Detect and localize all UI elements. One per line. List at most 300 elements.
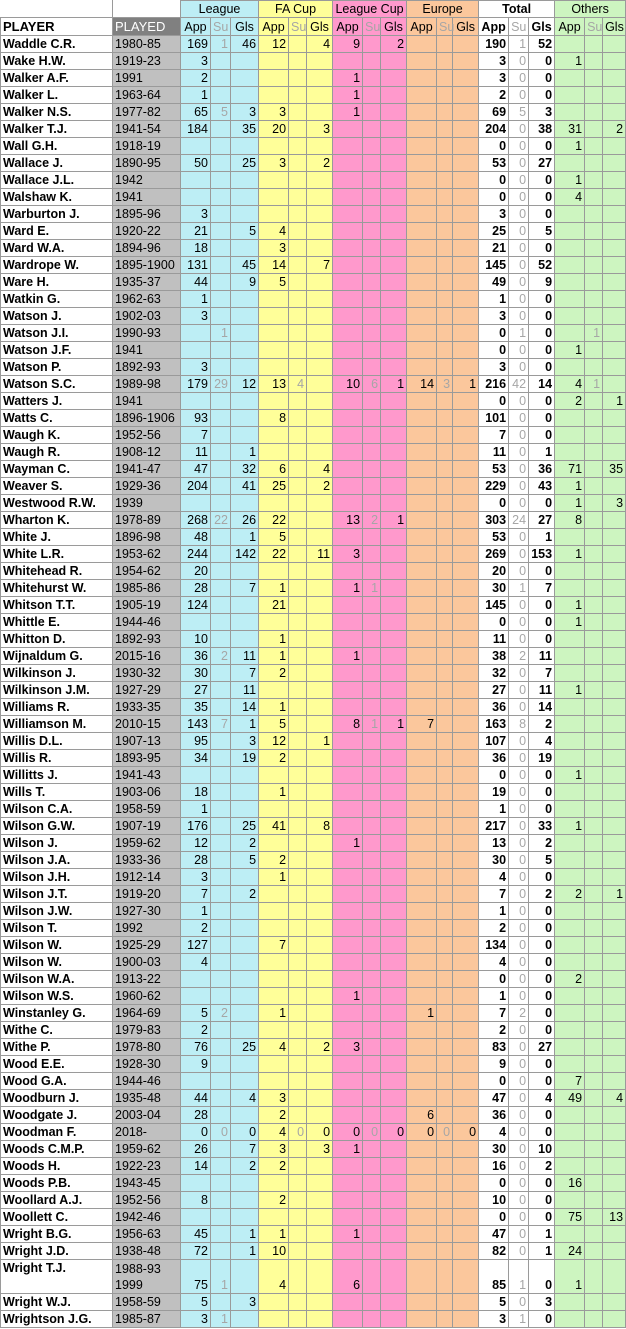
- league-app: [181, 138, 211, 155]
- europe-gls: [453, 1039, 479, 1056]
- others-app: 31: [555, 121, 585, 138]
- table-row: [1, 512, 626, 529]
- league-cup-app: [333, 342, 363, 359]
- table-row: [1, 1192, 626, 1209]
- league-gls: [231, 427, 259, 444]
- played-years: 1925-29: [113, 937, 181, 954]
- fa-cup-gls: 11: [307, 546, 333, 563]
- table-row: [1, 750, 626, 767]
- fa-cup-gls: 1: [307, 733, 333, 750]
- played-years: 1942: [113, 172, 181, 189]
- player-name: Wilkinson J.M.: [1, 682, 113, 699]
- total-sub: 0: [509, 750, 529, 767]
- europe-gls: [453, 223, 479, 240]
- total-sub: 1: [509, 1311, 529, 1328]
- total-sub: 0: [509, 699, 529, 716]
- league-app: 2: [181, 1022, 211, 1039]
- others-app: [555, 903, 585, 920]
- fa-cup-gls: [307, 308, 333, 325]
- league-cup-gls: [381, 104, 407, 121]
- total-app: 303: [479, 512, 509, 529]
- others-sub: [585, 1192, 603, 1209]
- league-cup-gls: [381, 1039, 407, 1056]
- fa-cup-app: [259, 988, 289, 1005]
- others-app: 75: [555, 1209, 585, 1226]
- europe-sub: [437, 1192, 453, 1209]
- league-gls: 142: [231, 546, 259, 563]
- league-cup-app: 1: [333, 988, 363, 1005]
- fa-cup-gls: [307, 291, 333, 308]
- europe-gls: [453, 563, 479, 580]
- header-app: App: [333, 18, 363, 36]
- league-sub: [211, 1158, 231, 1175]
- total-app: 20: [479, 563, 509, 580]
- fa-cup-gls: [307, 1226, 333, 1243]
- europe-app: [407, 308, 437, 325]
- total-sub: 0: [509, 427, 529, 444]
- europe-sub: [437, 274, 453, 291]
- player-name: Woods H.: [1, 1158, 113, 1175]
- others-gls: [603, 36, 626, 53]
- total-sub: 0: [509, 155, 529, 172]
- others-sub: [585, 512, 603, 529]
- league-gls: [231, 393, 259, 410]
- league-sub: [211, 699, 231, 716]
- fa-cup-sub: [289, 1158, 307, 1175]
- total-app: 53: [479, 461, 509, 478]
- player-name: White J.: [1, 529, 113, 546]
- fa-cup-sub: [289, 733, 307, 750]
- europe-gls: [453, 342, 479, 359]
- total-gls: 0: [529, 1073, 555, 1090]
- played-years: 1922-23: [113, 1158, 181, 1175]
- europe-gls: [453, 920, 479, 937]
- others-app: [555, 954, 585, 971]
- others-sub: [585, 444, 603, 461]
- total-gls: 0: [529, 1056, 555, 1073]
- league-gls: 2: [231, 886, 259, 903]
- player-name: Wright J.D.: [1, 1243, 113, 1260]
- total-sub: 0: [509, 342, 529, 359]
- total-sub: 24: [509, 512, 529, 529]
- league-sub: [211, 937, 231, 954]
- europe-gls: [453, 869, 479, 886]
- fa-cup-gls: [307, 971, 333, 988]
- league-cup-gls: [381, 682, 407, 699]
- total-sub: 0: [509, 665, 529, 682]
- league-cup-gls: 1: [381, 376, 407, 393]
- league-cup-sub: [363, 818, 381, 835]
- league-app: [181, 1073, 211, 1090]
- player-name: Wilson J.H.: [1, 869, 113, 886]
- fa-cup-gls: [307, 87, 333, 104]
- total-sub: 1: [509, 325, 529, 342]
- fa-cup-sub: [289, 206, 307, 223]
- header-gls: Gls: [381, 18, 407, 36]
- league-cup-gls: [381, 1141, 407, 1158]
- total-gls: 11: [529, 648, 555, 665]
- table-row: [1, 988, 626, 1005]
- header-app: App: [259, 18, 289, 36]
- fa-cup-app: [259, 835, 289, 852]
- europe-sub: [437, 597, 453, 614]
- europe-gls: 0: [453, 1124, 479, 1141]
- europe-gls: [453, 597, 479, 614]
- player-name: Williams R.: [1, 699, 113, 716]
- fa-cup-app: [259, 495, 289, 512]
- league-cup-sub: [363, 155, 381, 172]
- league-cup-sub: [363, 121, 381, 138]
- others-app: [555, 1311, 585, 1328]
- played-years: 1944-46: [113, 614, 181, 631]
- league-gls: [231, 614, 259, 631]
- fa-cup-gls: [307, 325, 333, 342]
- europe-sub: [437, 1175, 453, 1192]
- others-gls: 1: [603, 886, 626, 903]
- league-cup-sub: [363, 308, 381, 325]
- others-sub: [585, 1022, 603, 1039]
- europe-gls: [453, 1056, 479, 1073]
- league-app: 3: [181, 308, 211, 325]
- others-sub: [585, 359, 603, 376]
- europe-sub: [437, 1260, 453, 1294]
- total-sub: 0: [509, 971, 529, 988]
- europe-sub: [437, 614, 453, 631]
- total-app: 3: [479, 1311, 509, 1328]
- europe-sub: [437, 1294, 453, 1311]
- league-cup-gls: [381, 257, 407, 274]
- league-cup-sub: [363, 461, 381, 478]
- total-gls: 0: [529, 206, 555, 223]
- europe-sub: [437, 512, 453, 529]
- fa-cup-sub: [289, 903, 307, 920]
- player-name: Whittle E.: [1, 614, 113, 631]
- fa-cup-gls: [307, 801, 333, 818]
- europe-app: [407, 818, 437, 835]
- others-sub: [585, 937, 603, 954]
- table-row: [1, 1039, 626, 1056]
- europe-gls: [453, 138, 479, 155]
- league-cup-sub: [363, 1226, 381, 1243]
- total-app: 32: [479, 665, 509, 682]
- fa-cup-gls: [307, 240, 333, 257]
- others-sub: [585, 1090, 603, 1107]
- league-cup-gls: [381, 529, 407, 546]
- league-cup-sub: [363, 750, 381, 767]
- total-sub: 0: [509, 393, 529, 410]
- fa-cup-sub: [289, 1141, 307, 1158]
- league-cup-app: [333, 478, 363, 495]
- europe-app: 0: [407, 1124, 437, 1141]
- league-sub: [211, 138, 231, 155]
- others-gls: [603, 801, 626, 818]
- total-sub: 0: [509, 257, 529, 274]
- fa-cup-gls: 2: [307, 1039, 333, 1056]
- europe-gls: [453, 427, 479, 444]
- europe-sub: [437, 138, 453, 155]
- europe-gls: [453, 189, 479, 206]
- league-app: 11: [181, 444, 211, 461]
- played-years: 2015-16: [113, 648, 181, 665]
- league-cup-gls: [381, 87, 407, 104]
- fa-cup-sub: [289, 121, 307, 138]
- league-app: 21: [181, 223, 211, 240]
- league-cup-app: 3: [333, 1039, 363, 1056]
- others-sub: [585, 104, 603, 121]
- europe-sub: [437, 1107, 453, 1124]
- others-app: [555, 70, 585, 87]
- league-app: 28: [181, 852, 211, 869]
- league-cup-gls: [381, 1005, 407, 1022]
- league-cup-app: [333, 801, 363, 818]
- league-cup-gls: [381, 223, 407, 240]
- europe-sub: [437, 1039, 453, 1056]
- fa-cup-sub: [289, 410, 307, 427]
- europe-sub: [437, 291, 453, 308]
- others-gls: [603, 1141, 626, 1158]
- others-sub: [585, 1039, 603, 1056]
- played-years: 1912-14: [113, 869, 181, 886]
- table-row: [1, 223, 626, 240]
- league-gls: [231, 1260, 259, 1294]
- europe-app: [407, 767, 437, 784]
- league-cup-app: 1: [333, 835, 363, 852]
- fa-cup-app: [259, 308, 289, 325]
- fa-cup-sub: [289, 631, 307, 648]
- europe-app: [407, 427, 437, 444]
- league-gls: [231, 291, 259, 308]
- league-cup-sub: [363, 1311, 381, 1328]
- others-gls: [603, 308, 626, 325]
- player-name: Woodburn J.: [1, 1090, 113, 1107]
- league-cup-gls: [381, 1056, 407, 1073]
- fa-cup-app: 7: [259, 937, 289, 954]
- league-gls: [231, 70, 259, 87]
- league-gls: 11: [231, 682, 259, 699]
- fa-cup-sub: [289, 937, 307, 954]
- league-cup-gls: [381, 648, 407, 665]
- player-name: Whitehead R.: [1, 563, 113, 580]
- player-name: Wilson C.A.: [1, 801, 113, 818]
- league-cup-sub: [363, 1141, 381, 1158]
- fa-cup-app: 14: [259, 257, 289, 274]
- league-app: 95: [181, 733, 211, 750]
- total-app: 0: [479, 189, 509, 206]
- total-gls: 0: [529, 308, 555, 325]
- fa-cup-app: [259, 206, 289, 223]
- others-gls: [603, 1260, 626, 1294]
- league-cup-sub: [363, 1158, 381, 1175]
- total-sub: 0: [509, 53, 529, 70]
- europe-app: [407, 240, 437, 257]
- europe-app: [407, 189, 437, 206]
- europe-sub: [437, 835, 453, 852]
- europe-sub: [437, 665, 453, 682]
- total-app: 216: [479, 376, 509, 393]
- header-league-cup: League Cup: [333, 1, 407, 18]
- others-sub: [585, 427, 603, 444]
- fa-cup-sub: [289, 920, 307, 937]
- total-sub: 0: [509, 478, 529, 495]
- others-app: [555, 257, 585, 274]
- total-app: 13: [479, 835, 509, 852]
- player-name: Wall G.H.: [1, 138, 113, 155]
- others-sub: [585, 682, 603, 699]
- league-cup-app: 1: [333, 1141, 363, 1158]
- others-app: [555, 716, 585, 733]
- player-name: Whitson T.T.: [1, 597, 113, 614]
- league-cup-gls: [381, 393, 407, 410]
- total-sub: 0: [509, 189, 529, 206]
- others-gls: [603, 767, 626, 784]
- total-gls: 0: [529, 70, 555, 87]
- league-cup-app: [333, 954, 363, 971]
- table-row: [1, 138, 626, 155]
- total-sub: 1: [509, 1260, 529, 1294]
- league-sub: [211, 852, 231, 869]
- league-cup-app: 1: [333, 87, 363, 104]
- europe-app: [407, 699, 437, 716]
- total-app: 47: [479, 1090, 509, 1107]
- europe-gls: [453, 206, 479, 223]
- others-sub: [585, 750, 603, 767]
- fa-cup-app: [259, 971, 289, 988]
- league-gls: [231, 308, 259, 325]
- table-row: [1, 954, 626, 971]
- fa-cup-sub: [289, 461, 307, 478]
- league-cup-app: [333, 53, 363, 70]
- league-gls: 1: [231, 444, 259, 461]
- europe-app: [407, 852, 437, 869]
- total-gls: 2: [529, 1158, 555, 1175]
- league-app: 34: [181, 750, 211, 767]
- player-name: Wilson W.S.: [1, 988, 113, 1005]
- league-cup-sub: [363, 1294, 381, 1311]
- played-years: 1941-43: [113, 767, 181, 784]
- league-cup-sub: [363, 767, 381, 784]
- league-cup-gls: [381, 1311, 407, 1328]
- league-app: 184: [181, 121, 211, 138]
- others-sub: [585, 172, 603, 189]
- others-app: 49: [555, 1090, 585, 1107]
- europe-sub: [437, 716, 453, 733]
- europe-sub: [437, 427, 453, 444]
- league-sub: 5: [211, 104, 231, 121]
- league-app: 35: [181, 699, 211, 716]
- others-sub: [585, 36, 603, 53]
- fa-cup-sub: [289, 87, 307, 104]
- europe-sub: [437, 257, 453, 274]
- table-row: [1, 818, 626, 835]
- header-league: League: [181, 1, 259, 18]
- league-app: 20: [181, 563, 211, 580]
- others-gls: [603, 920, 626, 937]
- others-gls: [603, 818, 626, 835]
- league-sub: [211, 546, 231, 563]
- played-years: 1991: [113, 70, 181, 87]
- player-name: Wardrope W.: [1, 257, 113, 274]
- others-sub: [585, 767, 603, 784]
- played-years: 1977-82: [113, 104, 181, 121]
- others-gls: [603, 733, 626, 750]
- played-years: 1896-98: [113, 529, 181, 546]
- europe-sub: [437, 1073, 453, 1090]
- fa-cup-gls: [307, 580, 333, 597]
- table-row: [1, 886, 626, 903]
- others-sub: [585, 291, 603, 308]
- europe-app: [407, 70, 437, 87]
- total-app: 38: [479, 648, 509, 665]
- fa-cup-app: 2: [259, 1107, 289, 1124]
- europe-sub: 0: [437, 1124, 453, 1141]
- total-sub: 0: [509, 1243, 529, 1260]
- table-row: [1, 104, 626, 121]
- table-row: [1, 631, 626, 648]
- league-gls: [231, 971, 259, 988]
- total-gls: 0: [529, 342, 555, 359]
- table-row: [1, 342, 626, 359]
- fa-cup-app: 4: [259, 1260, 289, 1294]
- others-gls: [603, 1107, 626, 1124]
- fa-cup-app: [259, 325, 289, 342]
- league-sub: [211, 53, 231, 70]
- total-app: 7: [479, 427, 509, 444]
- league-cup-gls: [381, 988, 407, 1005]
- others-gls: [603, 1022, 626, 1039]
- fa-cup-gls: [307, 631, 333, 648]
- europe-app: [407, 274, 437, 291]
- others-app: 1: [555, 53, 585, 70]
- league-cup-sub: [363, 410, 381, 427]
- fa-cup-gls: [307, 206, 333, 223]
- played-years: 1892-93: [113, 631, 181, 648]
- league-cup-app: [333, 682, 363, 699]
- league-cup-sub: [363, 53, 381, 70]
- fa-cup-sub: [289, 53, 307, 70]
- total-sub: 0: [509, 1090, 529, 1107]
- total-gls: 5: [529, 223, 555, 240]
- table-row: [1, 206, 626, 223]
- fa-cup-sub: [289, 189, 307, 206]
- league-cup-gls: [381, 903, 407, 920]
- league-app: 36: [181, 648, 211, 665]
- league-cup-sub: [363, 172, 381, 189]
- total-gls: 1: [529, 444, 555, 461]
- fa-cup-gls: 8: [307, 818, 333, 835]
- player-name: Wilkinson J.: [1, 665, 113, 682]
- others-sub: [585, 1175, 603, 1192]
- table-row: [1, 563, 626, 580]
- player-name: Westwood R.W.: [1, 495, 113, 512]
- player-name: Woods C.M.P.: [1, 1141, 113, 1158]
- table-row: [1, 597, 626, 614]
- league-cup-app: [333, 1107, 363, 1124]
- europe-sub: [437, 206, 453, 223]
- header-others: Others: [555, 1, 626, 18]
- league-cup-app: [333, 937, 363, 954]
- league-cup-sub: [363, 920, 381, 937]
- player-name: Willitts J.: [1, 767, 113, 784]
- others-gls: [603, 597, 626, 614]
- total-gls: 9: [529, 274, 555, 291]
- total-sub: 1: [509, 580, 529, 597]
- total-sub: 0: [509, 410, 529, 427]
- league-gls: 2: [231, 835, 259, 852]
- league-cup-gls: [381, 461, 407, 478]
- europe-gls: [453, 1090, 479, 1107]
- total-gls: 7: [529, 580, 555, 597]
- table-row: [1, 1090, 626, 1107]
